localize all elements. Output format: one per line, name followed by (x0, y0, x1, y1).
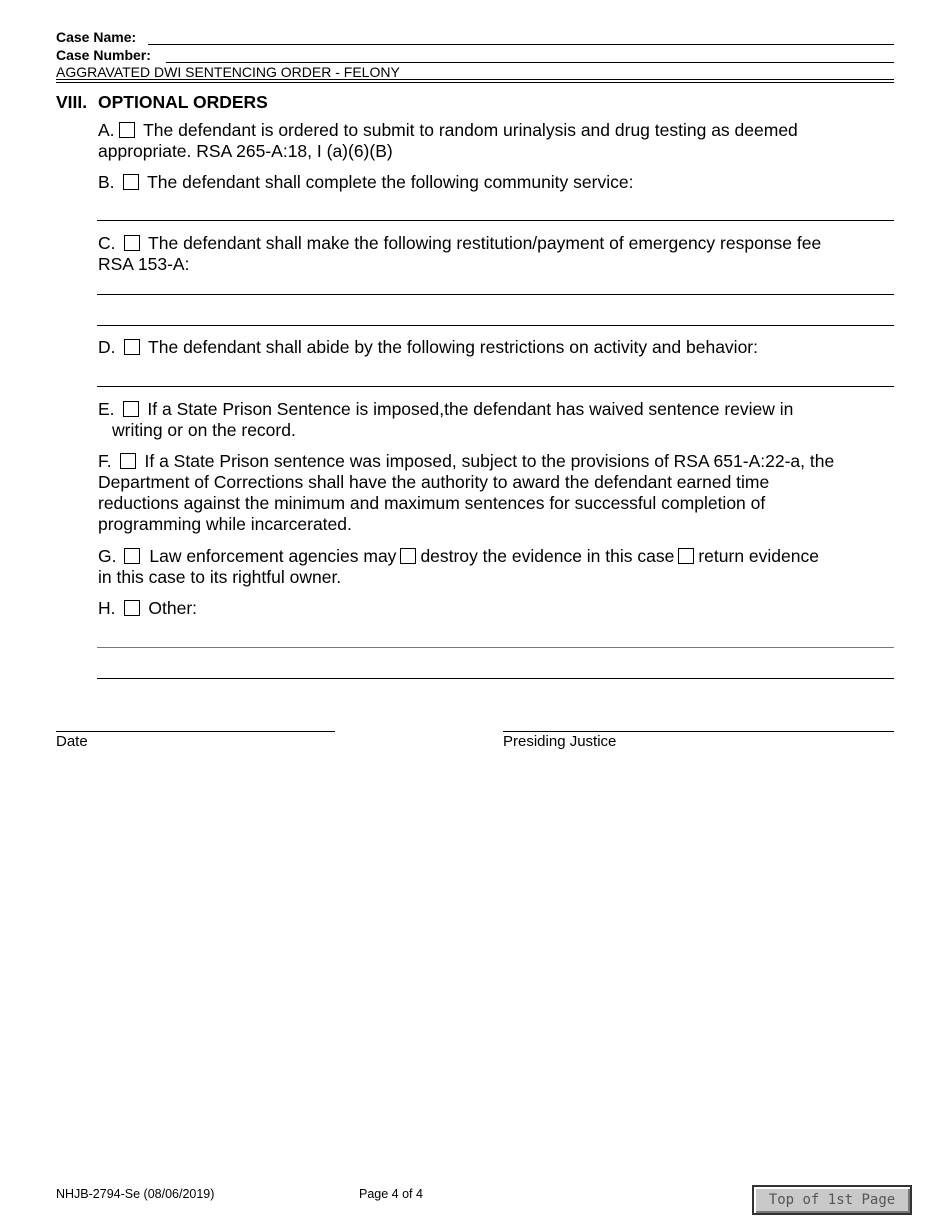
order-c (98, 233, 898, 275)
section-number: VIII. (56, 92, 88, 112)
order-b (98, 172, 898, 193)
order-d-letter: D. (98, 337, 116, 357)
header-divider-2 (56, 82, 894, 83)
order-g-return-checkbox[interactable] (678, 548, 694, 564)
order-g-part2: destroy the evidence in this case (420, 546, 675, 566)
order-g-line2: in this case to its rightful owner. (98, 567, 342, 587)
header-divider-1 (56, 79, 894, 80)
presiding-justice-label: Presiding Justice (503, 733, 617, 750)
order-b-entry-line[interactable] (97, 220, 894, 221)
order-e-line1: If a State Prison Sentence is imposed,the defendant has waived sentence review in (147, 399, 794, 419)
order-e (98, 399, 898, 441)
case-name-field[interactable] (148, 44, 894, 45)
order-a-letter: A. (98, 120, 115, 140)
order-d-checkbox[interactable] (124, 339, 140, 355)
order-f-line1: If a State Prison sentence was imposed, subject to the provisions of RSA 651-A:22-a, the (144, 451, 835, 471)
order-a-checkbox[interactable] (119, 122, 135, 138)
order-f-line4: programming while incarcerated. (98, 514, 352, 534)
date-label: Date (56, 733, 88, 750)
order-e-letter: E. (98, 399, 115, 419)
order-g-destroy-checkbox[interactable] (400, 548, 416, 564)
date-signature-line[interactable] (56, 731, 335, 732)
order-e-checkbox[interactable] (123, 401, 139, 417)
order-a-line2: appropriate. RSA 265-A:18, I (a)(6)(B) (98, 141, 393, 161)
case-number-field[interactable] (166, 62, 894, 63)
order-c-line2: RSA 153-A: (98, 254, 190, 274)
order-h-text: Other: (148, 598, 198, 618)
justice-signature-line[interactable] (503, 731, 894, 732)
order-g-part1: Law enforcement agencies may (149, 546, 397, 566)
order-b-text: The defendant shall complete the following community service: (147, 172, 634, 192)
order-d (98, 337, 898, 358)
order-f-letter: F. (98, 451, 112, 471)
order-h-letter: H. (98, 598, 116, 618)
page-number: Page 4 of 4 (359, 1187, 423, 1201)
form-title: AGGRAVATED DWI SENTENCING ORDER - FELONY (56, 64, 400, 80)
order-g-part3: return evidence (698, 546, 819, 566)
order-e-line2: writing or on the record. (112, 420, 296, 440)
order-c-checkbox[interactable] (124, 235, 140, 251)
order-b-checkbox[interactable] (123, 174, 139, 190)
order-h-entry-line-1[interactable] (97, 647, 894, 648)
order-a (98, 120, 898, 162)
order-g-letter: G. (98, 546, 117, 566)
order-f-line2: Department of Corrections shall have the authority to award the defendant earned time (98, 472, 770, 492)
order-a-line1: The defendant is ordered to submit to random urinalysis and drug testing as deemed (143, 120, 798, 140)
order-g-checkbox[interactable] (124, 548, 140, 564)
order-d-entry-line[interactable] (97, 386, 894, 387)
order-h-checkbox[interactable] (124, 600, 140, 616)
order-f-checkbox[interactable] (120, 453, 136, 469)
order-c-letter: C. (98, 233, 116, 253)
order-b-letter: B. (98, 172, 115, 192)
order-c-entry-line-1[interactable] (97, 294, 894, 295)
form-number: NHJB-2794-Se (08/06/2019) (56, 1187, 215, 1201)
order-c-entry-line-2[interactable] (97, 325, 894, 326)
case-name-label: Case Name: (56, 29, 137, 45)
case-number-label: Case Number: (56, 47, 151, 63)
top-of-first-page-button[interactable]: Top of 1st Page (752, 1185, 912, 1215)
order-h (98, 598, 898, 619)
order-c-line1: The defendant shall make the following restitution/payment of emergency response fee (148, 233, 822, 253)
order-d-text: The defendant shall abide by the following restrictions on activity and behavior: (148, 337, 758, 357)
order-f-line3: reductions against the minimum and maximum sentences for successful completion of (98, 493, 766, 513)
section-title: OPTIONAL ORDERS (98, 92, 268, 112)
order-g (98, 546, 908, 588)
order-f (98, 451, 908, 535)
order-h-entry-line-2[interactable] (97, 678, 894, 679)
